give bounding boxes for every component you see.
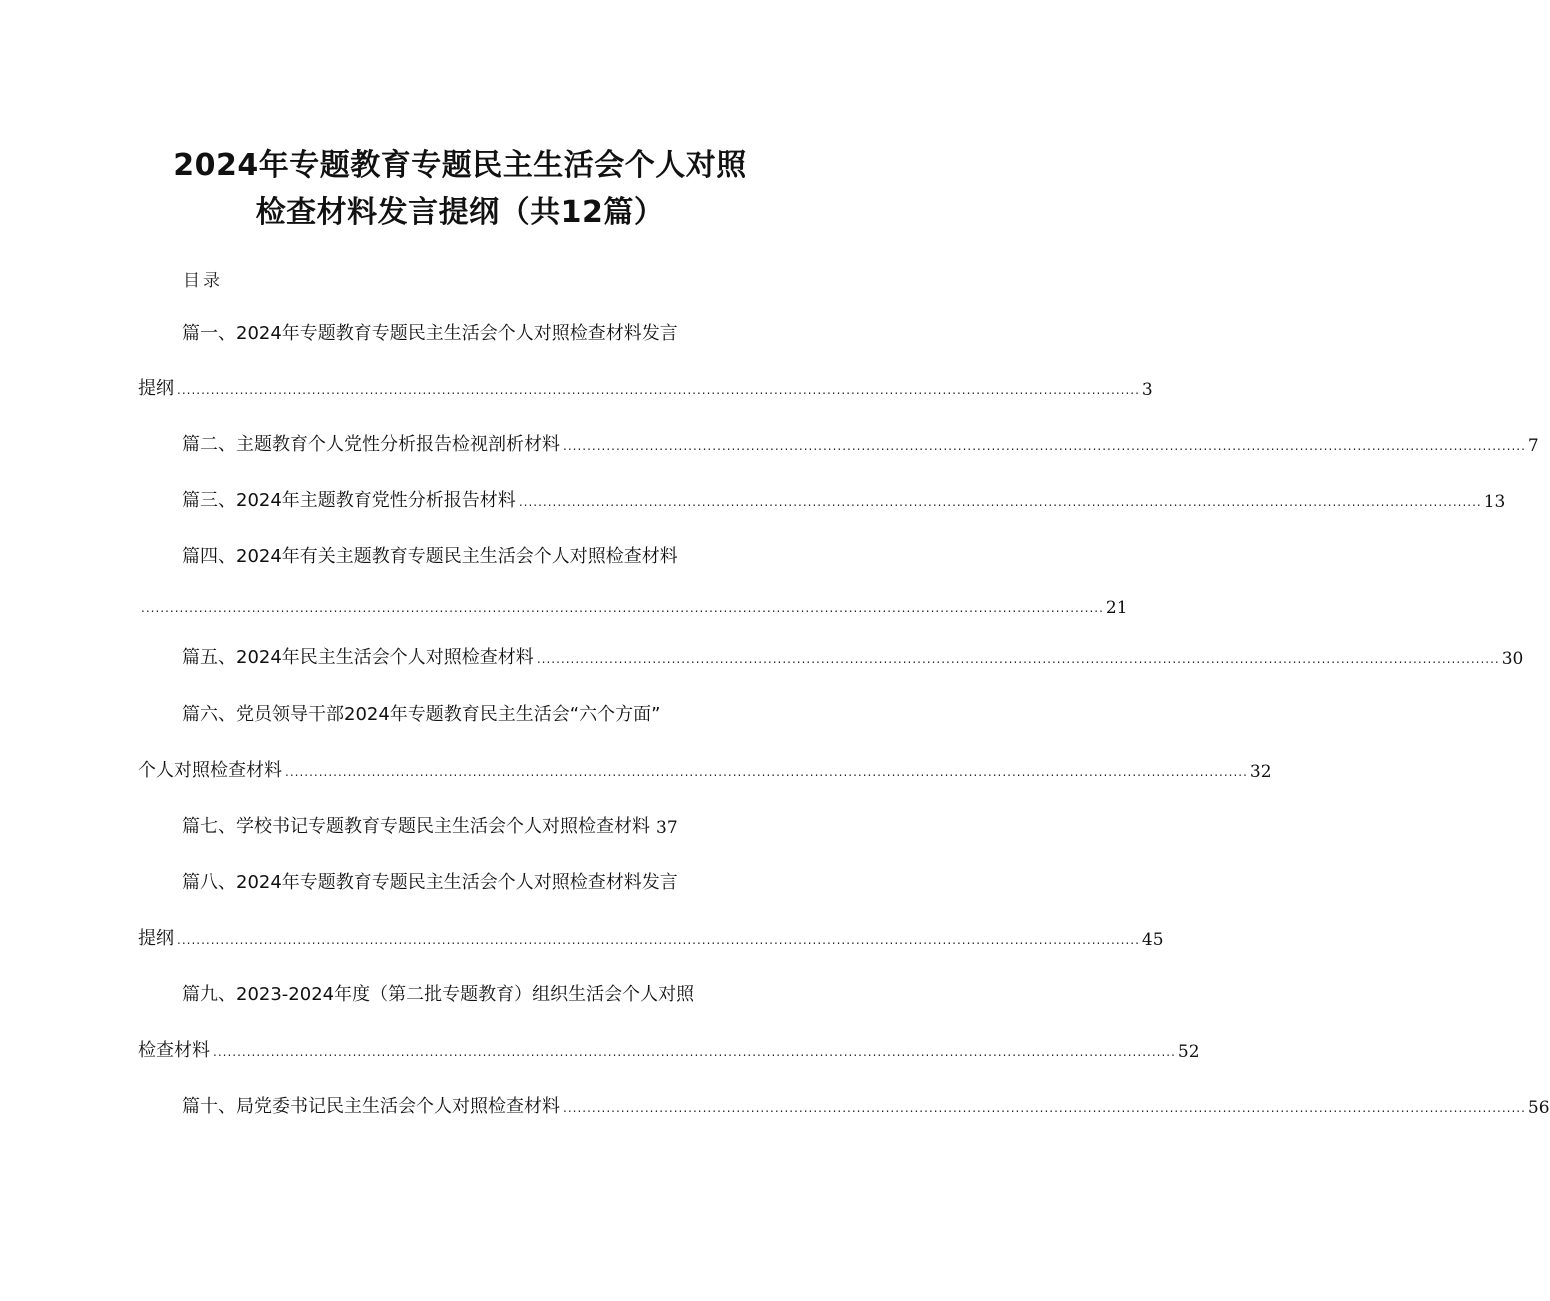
toc-entry-label-continued: 个人对照检查材料 xyxy=(138,760,282,781)
toc-entry-2[interactable] xyxy=(182,430,1539,456)
toc-entry-label-continued: 提纲 xyxy=(138,378,174,399)
toc-leader-dots: ........................................................................................................................................................................................................ xyxy=(518,495,1482,509)
toc-entry-label: 篇九、2023-2024年度（第二批专题教育）组织生活会个人对照 xyxy=(182,984,695,1005)
toc-entry-1-continued[interactable] xyxy=(138,374,1153,400)
toc-entry-label: 篇十、局党委书记民主生活会个人对照检查材料 xyxy=(182,1096,560,1117)
toc-entry-label-continued: 检查材料 xyxy=(138,1040,210,1061)
toc-page-number: 45 xyxy=(1141,930,1164,950)
toc-entry-9-continued[interactable] xyxy=(138,1036,1200,1062)
toc-entry-label: 篇七、学校书记专题教育专题民主生活会个人对照检查材料 xyxy=(182,816,650,837)
toc-entry-label: 篇五、2024年民主生活会个人对照检查材料 xyxy=(182,647,534,668)
toc-leader-dots: ........................................................................................................................................................................................................ xyxy=(213,1045,1176,1059)
toc-leader-dots: ........................................................................................................................................................................................................ xyxy=(177,383,1140,397)
toc-entry-label: 篇二、主题教育个人党性分析报告检视剖析材料 xyxy=(182,434,560,455)
toc-entry-label: 篇六、党员领导干部2024年专题教育民主生活会“六个方面” xyxy=(182,704,661,725)
toc-entry-6[interactable] xyxy=(182,700,778,726)
toc-entry-label: 篇三、2024年主题教育党性分析报告材料 xyxy=(182,490,516,511)
document-title-line-2: 检查材料发言提纲（共12篇） xyxy=(255,195,665,230)
toc-leader-dots: ........................................................................................................................................................................................................ xyxy=(177,933,1140,947)
toc-entry-4-continued[interactable] xyxy=(138,592,1128,618)
toc-page-number: 37 xyxy=(656,818,678,838)
toc-page-number: 3 xyxy=(1141,380,1153,400)
toc-leader-dots: ........................................................................................................................................................................................................ xyxy=(285,765,1248,779)
toc-entry-5[interactable] xyxy=(182,643,1524,669)
toc-page-number: 7 xyxy=(1527,436,1539,456)
toc-page-number: 52 xyxy=(1177,1042,1200,1062)
toc-entry-label: 篇四、2024年有关主题教育专题民主生活会个人对照检查材料 xyxy=(182,546,678,567)
toc-page-number: 32 xyxy=(1249,762,1272,782)
toc-entry-10[interactable] xyxy=(182,1092,1550,1118)
toc-entry-8[interactable] xyxy=(182,868,778,894)
document-title-line-1: 2024年专题教育专题民主生活会个人对照 xyxy=(173,148,747,183)
toc-entry-9[interactable] xyxy=(182,980,778,1006)
toc-leader-dots: ........................................................................................................................................................................................................ xyxy=(141,601,1104,615)
toc-page-number: 21 xyxy=(1105,598,1128,618)
toc-entry-7[interactable] xyxy=(182,812,778,838)
toc-heading: 目录 xyxy=(183,271,223,291)
toc-leader-dots: ........................................................................................................................................................................................................ xyxy=(536,652,1500,666)
toc-entry-label-continued: 提纲 xyxy=(138,928,174,949)
toc-page-number: 13 xyxy=(1483,492,1506,512)
toc-page-number: 56 xyxy=(1527,1098,1550,1118)
toc-entry-8-continued[interactable] xyxy=(138,924,1164,950)
toc-entry-6-continued[interactable] xyxy=(138,756,1272,782)
toc-entry-label: 篇八、2024年专题教育专题民主生活会个人对照检查材料发言 xyxy=(182,872,678,893)
toc-entry-label: 篇一、2024年专题教育专题民主生活会个人对照检查材料发言 xyxy=(182,323,678,344)
toc-entry-3[interactable] xyxy=(182,486,1506,512)
toc-entry-4[interactable] xyxy=(182,542,778,568)
toc-entry-1[interactable] xyxy=(182,319,778,345)
toc-leader-dots: ........................................................................................................................................................................................................ xyxy=(563,1101,1526,1115)
toc-leader-dots: ........................................................................................................................................................................................................ xyxy=(563,439,1526,453)
toc-page-number: 30 xyxy=(1501,649,1524,669)
